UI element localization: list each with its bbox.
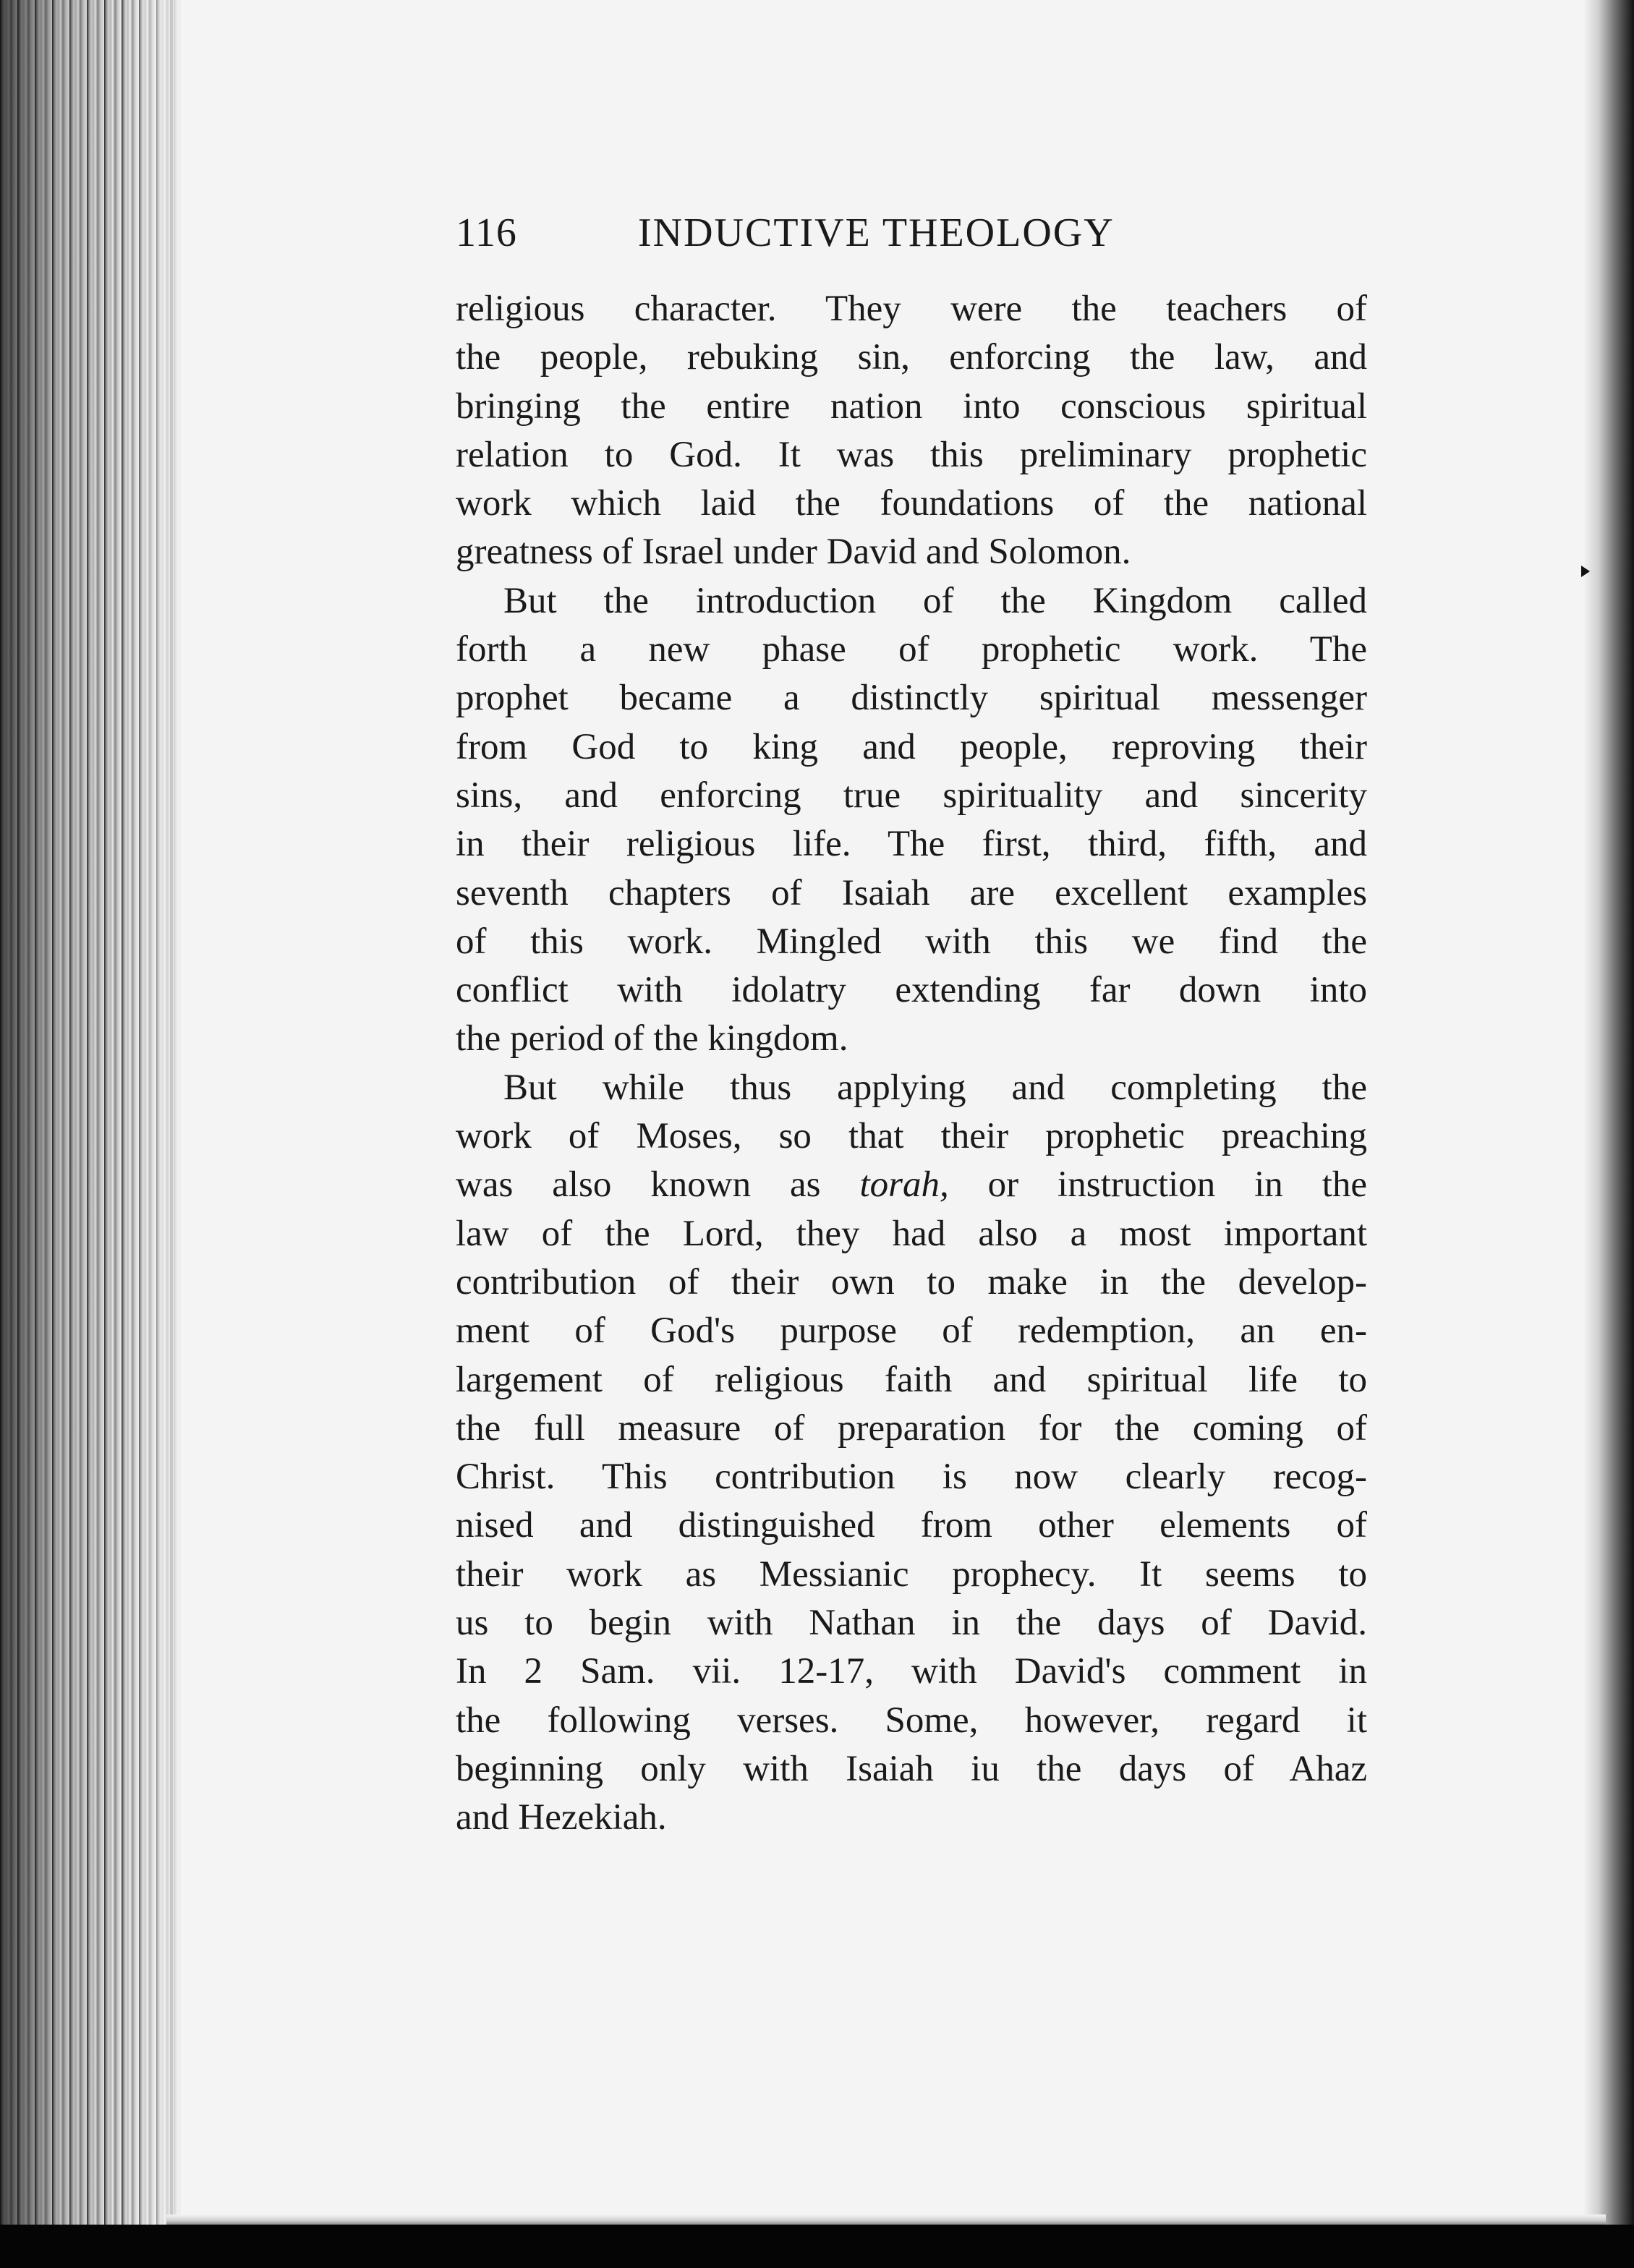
- text-line: the full measure of preparation for the coming of: [456, 1407, 1367, 1449]
- page-text-block: [456, 210, 1367, 1843]
- text-line: greatness of Israel under David and Solomon.: [456, 532, 1131, 573]
- paragraph-1: [456, 285, 1367, 577]
- text-line: their work as Messianic prophecy. It seems to: [456, 1553, 1367, 1595]
- italic-term: torah,: [859, 1164, 949, 1206]
- text-line: Christ. This contribution is now clearly recog-: [456, 1457, 1367, 1498]
- text-line: In 2 Sam. vii. 12-17, with David's comment in: [456, 1651, 1367, 1692]
- right-page-edge: [1583, 0, 1634, 2268]
- text-line: of this work. Mingled with this we find the: [456, 921, 1367, 962]
- running-title: INDUCTIVE THEOLOGY: [638, 210, 1115, 255]
- text-line: ment of God's purpose of redemption, an en-: [456, 1310, 1367, 1352]
- text-line: But the introduction of the Kingdom called: [503, 580, 1367, 621]
- text-line: prophet became a distinctly spiritual messenger: [456, 678, 1367, 719]
- text-line: law of the Lord, they had also a most important: [456, 1213, 1367, 1254]
- page-fold-line: [170, 0, 173, 2268]
- text-line: in their religious life. The first, third, fifth, and: [456, 824, 1367, 865]
- text-line: seventh chapters of Isaiah are excellent examples: [456, 872, 1367, 913]
- text-line: work of Moses, so that their prophetic preaching: [456, 1116, 1367, 1157]
- page-number: 116: [456, 210, 517, 255]
- margin-mark: [1581, 566, 1590, 577]
- text-line: nised and distinguished from other elements of: [456, 1505, 1367, 1546]
- text-line: bringing the entire nation into conscious spiritual: [456, 385, 1367, 427]
- paragraph-2: [456, 577, 1367, 1064]
- text-line: from God to king and people, reproving their: [456, 726, 1367, 767]
- text-line: conflict with idolatry extending far down into: [456, 970, 1367, 1011]
- text-segment: was also known as: [456, 1164, 821, 1206]
- text-segment: or instruction in the: [987, 1164, 1367, 1206]
- text-line: forth a new phase of prophetic work. The: [456, 629, 1367, 670]
- running-head: [456, 210, 1367, 268]
- text-line: and Hezekiah.: [456, 1797, 667, 1838]
- paragraph-3: [456, 1064, 1367, 1843]
- text-line: sins, and enforcing true spirituality and sincerity: [456, 775, 1367, 816]
- book-page-edges: [0, 0, 181, 2268]
- text-line: contribution of their own to make in the develop-: [456, 1261, 1367, 1303]
- text-line-with-italic: [456, 1161, 1367, 1209]
- bottom-page-edge: [166, 2214, 1606, 2225]
- text-line: the people, rebuking sin, enforcing the law, and: [456, 337, 1367, 378]
- text-line: largement of religious faith and spiritual life to: [456, 1359, 1367, 1400]
- text-line: But while thus applying and completing the: [503, 1067, 1367, 1108]
- scan-bottom-border: [0, 2225, 1634, 2268]
- text-line: religious character. They were the teachers of: [456, 289, 1367, 329]
- text-line: relation to God. It was this preliminary prophetic: [456, 434, 1367, 475]
- text-line: the following verses. Some, however, regard it: [456, 1700, 1367, 1741]
- text-line: the period of the kingdom.: [456, 1018, 848, 1060]
- text-line: us to begin with Nathan in the days of David.: [456, 1603, 1367, 1644]
- text-line: work which laid the foundations of the national: [456, 483, 1367, 524]
- text-line: beginning only with Isaiah iu the days of Ahaz: [456, 1748, 1367, 1789]
